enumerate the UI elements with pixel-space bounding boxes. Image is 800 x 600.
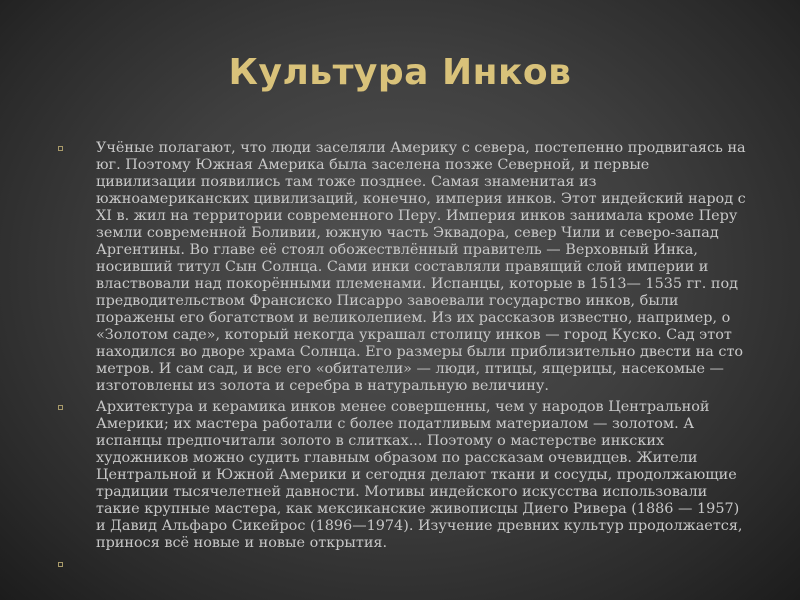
square-bullet-icon [58, 405, 63, 410]
square-bullet-icon [58, 562, 63, 567]
bullet-item [58, 399, 748, 552]
square-bullet-icon [58, 146, 63, 151]
bullet-item-empty [58, 556, 748, 573]
slide-title: Культура Инков [228, 52, 572, 93]
bullet-text: Учёные полагают, что люди заселяли Америку с севера, постепенно продвигаясь на юг. Поэтому Южная Америка была заселена позже Северной, и первые цивилизации появились там тоже позднее. Самая знаменитая из южноамериканских цивилизаций, конечно, империя инков. Этот индейский народ с XI в. жил на территории современного Перу. Империя инков занимала кроме Перу земли современной Боливии, южную часть Эквадора, север Чили и северо-запад Аргентины. Во главе её стоял обожествлённый правитель — Верховный Инка, носивший титул Сын Солнца. Сами инки составляли правящий слой империи и властвовали над покорёнными племенами. Испанцы, которые в 1513— 1535 гг. под предводительством Франсиско Писарро завоевали государство инков, были поражены его богатством и великолепием. Из их рассказов известно, например, о «Золотом саде», который некогда украшал столицу инков — город Куско. Сад этот находился во дворе храма Солнца. Его размеры были приблизительно двести на сто метров. И сам сад, и все его «обитатели» — люди, птицы, ящерицы, насекомые — изготовлены из золота и серебра в натуральную величину. [96, 140, 746, 394]
bullet-item [58, 140, 748, 395]
slide-content [58, 140, 748, 577]
bullet-text: Архитектура и керамика инков менее совершенны, чем у народов Центральной Америки; их мастера работали с более податливым материалом — золотом. А испанцы предпочитали золото в слитках... Поэтому о мастерстве инкских художников можно судить главным образом по рассказам очевидцев. Жители Центральной и Южной Америки и сегодня делают ткани и сосуды, продолжающие традиции тысячелетней давности. Мотивы индейского искусства использовали такие крупные мастера, как мексиканские живописцы Диего Ривера (1886 — 1957) и Давид Альфаро Сикейрос (1896—1974). Изучение древних культур продолжается, принося всё новые и новые открытия. [96, 399, 743, 551]
